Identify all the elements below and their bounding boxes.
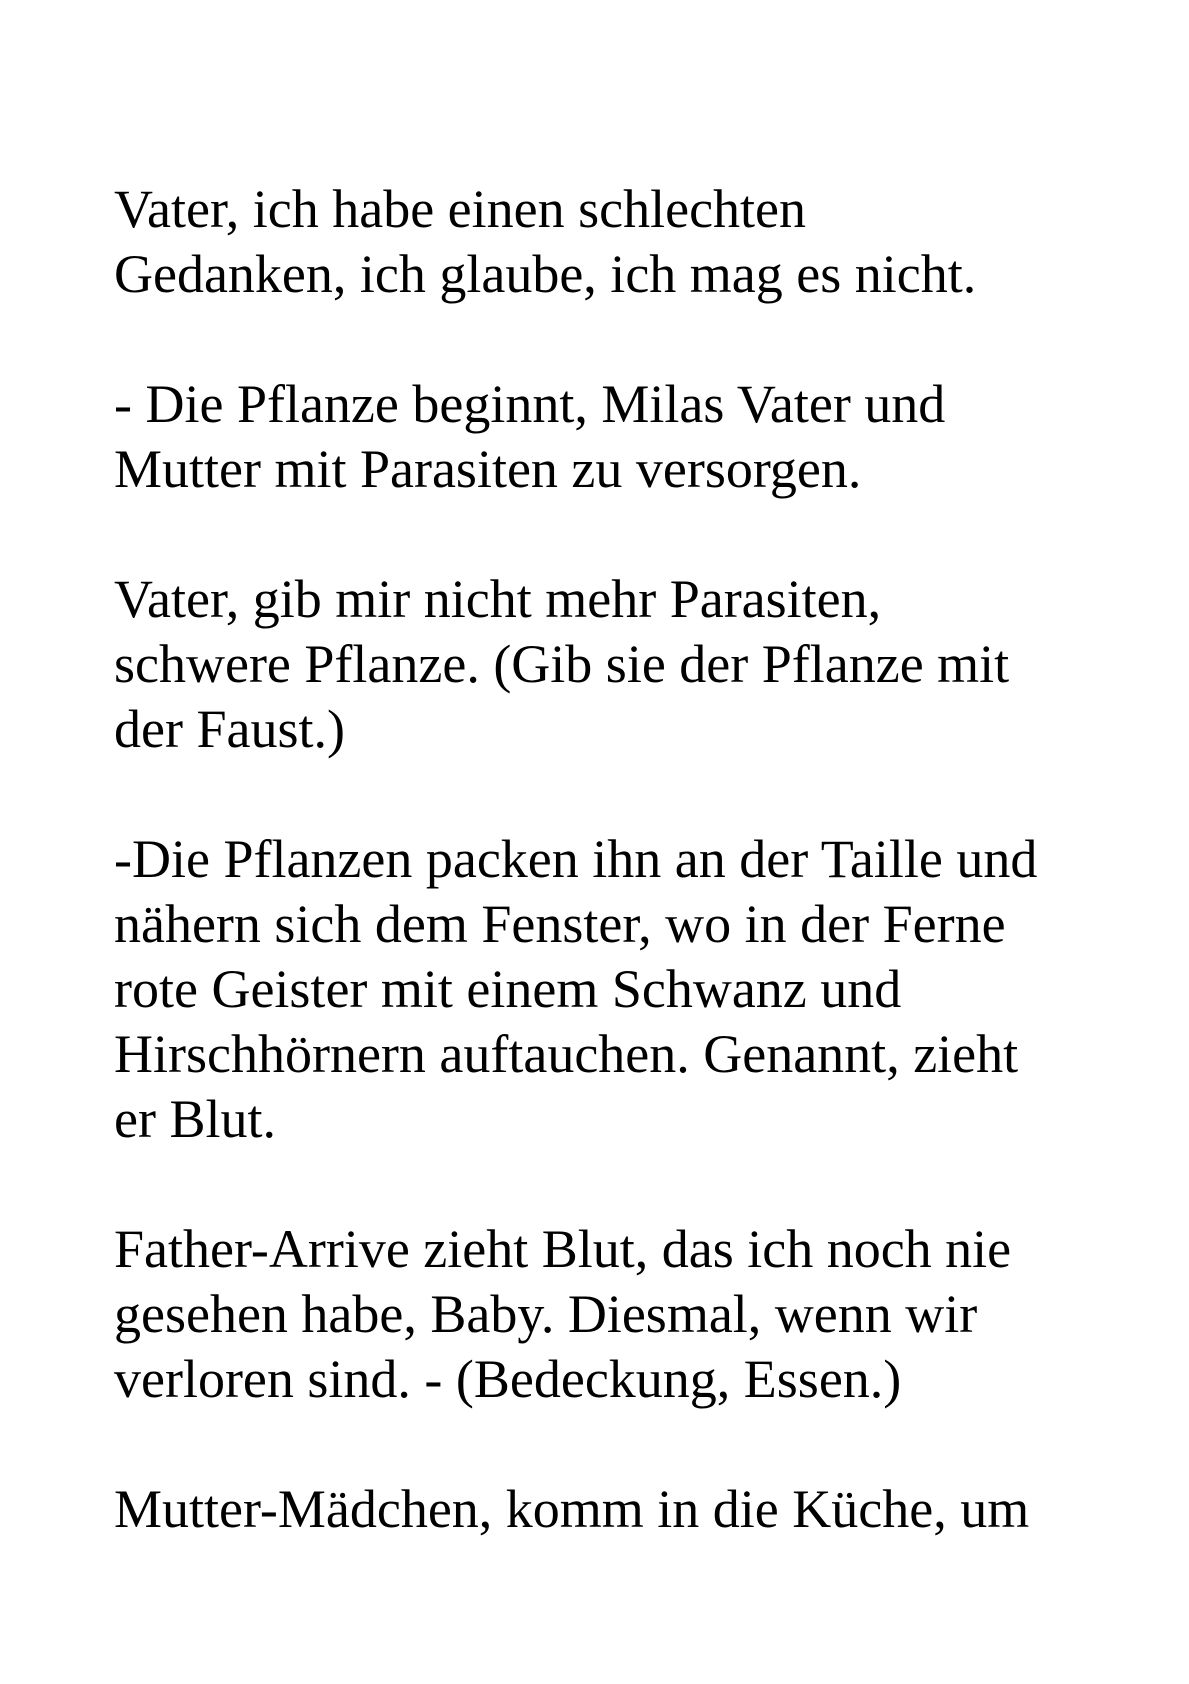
text-line: - Die Pflanze beginnt, Milas Vater und xyxy=(114,374,946,434)
text-line: Hirschhörnern auftauchen. Genannt, zieht xyxy=(114,1024,1019,1084)
paragraph-4 xyxy=(114,827,1114,1152)
text-line: verloren sind. - (Bedeckung, Essen.) xyxy=(114,1349,902,1409)
text-line: schwere Pflanze. (Gib sie der Pflanze mit xyxy=(114,634,1010,694)
text-line: gesehen habe, Baby. Diesmal, wenn wir xyxy=(114,1284,978,1344)
text-line: Vater, ich habe einen schlechten xyxy=(114,179,807,239)
paragraph-2 xyxy=(114,372,1114,502)
paragraph-3 xyxy=(114,567,1114,762)
text-line: Gedanken, ich glaube, ich mag es nicht. xyxy=(114,244,977,304)
document-body xyxy=(114,177,1114,1607)
text-line: nähern sich dem Fenster, wo in der Ferne xyxy=(114,894,1006,954)
paragraph-6 xyxy=(114,1477,1114,1542)
text-line: rote Geister mit einem Schwanz und xyxy=(114,959,902,1019)
text-line: Mutter mit Parasiten zu versorgen. xyxy=(114,439,862,499)
text-line: Mutter-Mädchen, komm in die Küche, um xyxy=(114,1479,1030,1539)
text-line: der Faust.) xyxy=(114,699,345,759)
paragraph-1 xyxy=(114,177,1114,307)
paragraph-5 xyxy=(114,1217,1114,1412)
text-line: Vater, gib mir nicht mehr Parasiten, xyxy=(114,569,882,629)
text-line: -Die Pflanzen packen ihn an der Taille und xyxy=(114,829,1038,889)
text-line: er Blut. xyxy=(114,1089,276,1149)
text-line: Father-Arrive zieht Blut, das ich noch nie xyxy=(114,1219,1012,1279)
